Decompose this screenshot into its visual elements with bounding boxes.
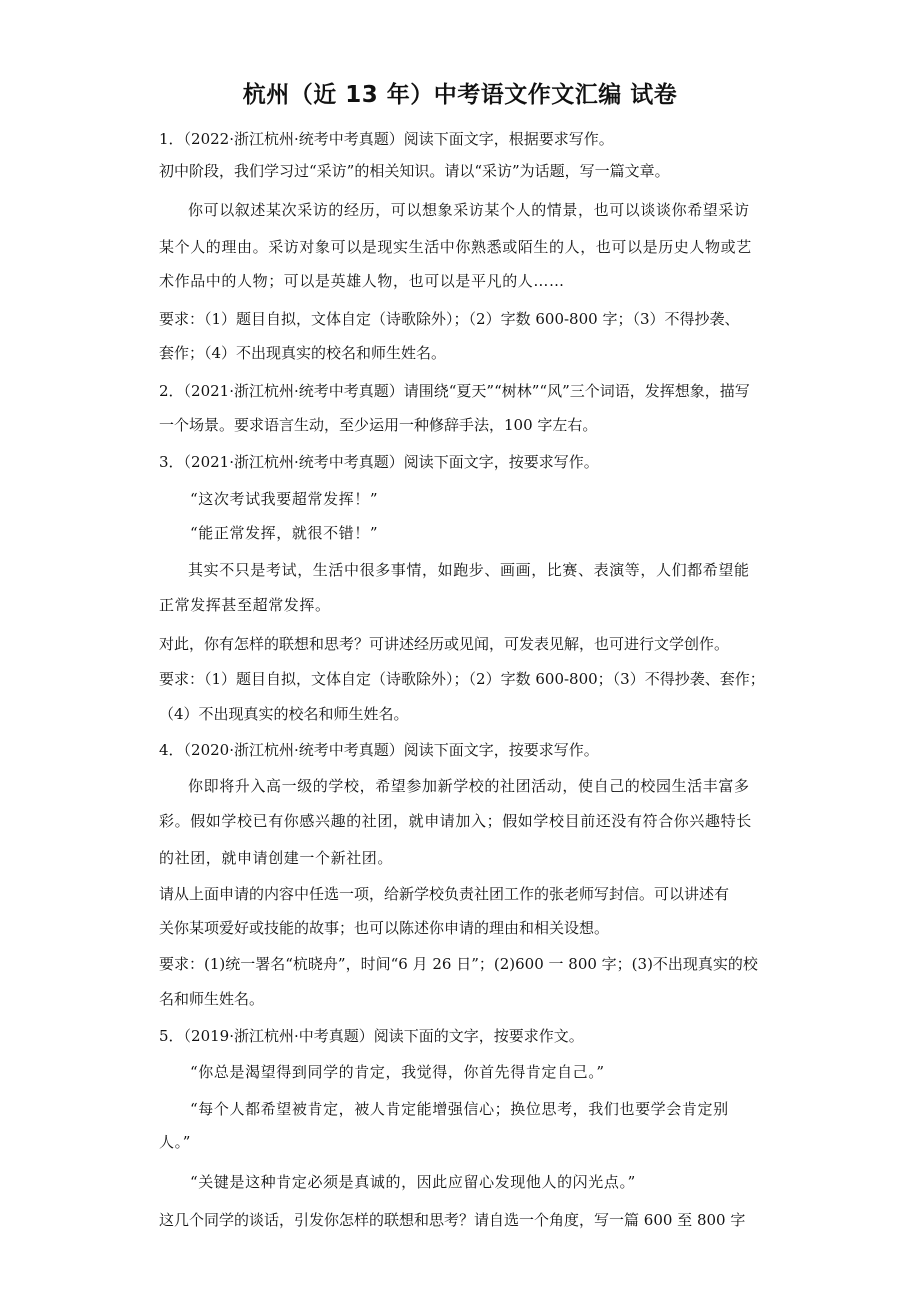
question-5-header: 5．（2019·浙江杭州·中考真题）阅读下面的文字，按要求作文。 xyxy=(159,1027,584,1045)
text-line: 的社团，就申请创建一个新社团。 xyxy=(159,849,394,867)
text-line: 某个人的理由。采访对象可以是现实生活中你熟悉或陌生的人，也可以是历史人物或艺 xyxy=(159,238,752,256)
quote-line: “关键是这种肯定必须是真诚的，因此应留心发现他人的闪光点。” xyxy=(190,1173,636,1191)
text-line: 对此，你有怎样的联想和思考？可讲述经历或见闻，可发表见解，也可进行文学创作。 xyxy=(159,635,730,653)
text-line: 你即将升入高一级的学校，希望参加新学校的社团活动，使自己的校园生活丰富多 xyxy=(188,777,750,795)
page-title: 杭州（近 13 年）中考语文作文汇编 试卷 xyxy=(242,82,678,108)
quote-line: 人。” xyxy=(159,1133,191,1151)
requirement-line: 要求：（1）题目自拟，文体自定（诗歌除外）；（2）字数 600-800 字；（3）不得抄袭、 xyxy=(159,310,740,328)
question-1-header: 1．（2022·浙江杭州·统考中考真题）阅读下面文字，根据要求写作。 xyxy=(159,130,614,148)
question-3-header: 3．（2021·浙江杭州·统考中考真题）阅读下面文字，按要求写作。 xyxy=(159,453,599,471)
requirement-line: 要求：(1)统一署名“杭晓舟”，时间“6 月 26 日”；(2)600 一 800 字；(3)不出现真实的校 xyxy=(159,955,758,973)
text-line: 一个场景。要求语言生动，至少运用一种修辞手法，100 字左右。 xyxy=(159,416,598,434)
quote-line: “你总是渴望得到同学的肯定，我觉得，你首先得肯定自己。” xyxy=(190,1063,605,1081)
quote-line: “这次考试我要超常发挥！” xyxy=(190,490,379,508)
quote-line: “每个人都希望被肯定，被人肯定能增强信心；换位思考，我们也要学会肯定别 xyxy=(190,1100,729,1118)
requirement-line: 套作；（4）不出现真实的校名和师生姓名。 xyxy=(159,344,447,362)
question-2-header: 2．（2021·浙江杭州·统考中考真题）请围绕“夏天”“树林”“风”三个词语，发挥想象，描写 xyxy=(159,382,750,400)
text-line: 关你某项爱好或技能的故事；也可以陈述你申请的理由和相关设想。 xyxy=(159,919,610,937)
question-4-header: 4．（2020·浙江杭州·统考中考真题）阅读下面文字，按要求写作。 xyxy=(159,741,599,759)
requirement-line: 名和师生姓名。 xyxy=(159,990,265,1008)
text-line: 正常发挥甚至超常发挥。 xyxy=(159,596,331,614)
text-line: 其实不只是考试，生活中很多事情，如跑步、画画，比赛、表演等，人们都希望能 xyxy=(188,561,750,579)
text-line: 你可以叙述某次采访的经历，可以想象采访某个人的情景，也可以谈谈你希望采访 xyxy=(188,201,750,219)
text-line: 彩。假如学校已有你感兴趣的社团，就申请加入；假如学校目前还没有符合你兴趣特长 xyxy=(159,812,752,830)
quote-line: “能正常发挥，就很不错！” xyxy=(190,524,379,542)
requirement-line: 要求：（1）题目自拟，文体自定（诗歌除外）；（2）字数 600-800；（3）不得抄袭、套作； xyxy=(159,670,765,688)
text-line: 请从上面申请的内容中任选一项，给新学校负责社团工作的张老师写封信。可以讲述有 xyxy=(159,885,730,903)
text-line: 初中阶段，我们学习过“采访”的相关知识。请以“采访”为话题，写一篇文章。 xyxy=(159,162,670,180)
text-line: 术作品中的人物；可以是英雄人物，也可以是平凡的人…… xyxy=(159,272,565,290)
requirement-line: （4）不出现真实的校名和师生姓名。 xyxy=(159,705,409,723)
text-line: 这几个同学的谈话，引发你怎样的联想和思考？请自选一个角度，写一篇 600 至 800 字 xyxy=(159,1211,746,1229)
